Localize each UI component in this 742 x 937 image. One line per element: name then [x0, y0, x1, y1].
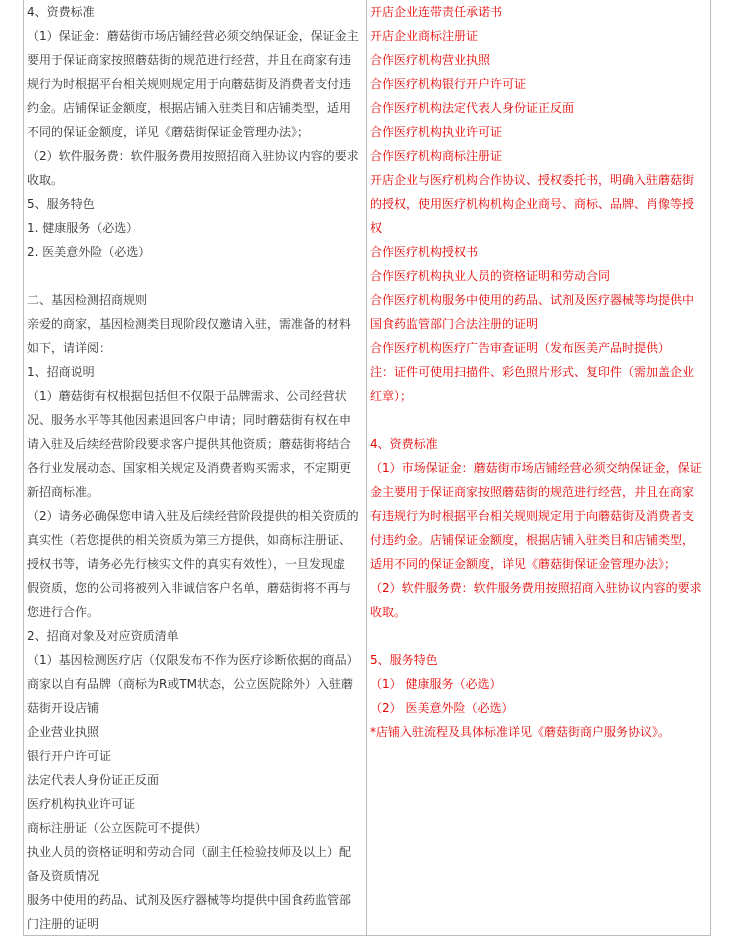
content-table [23, 0, 711, 936]
right-text-line: 付违约金。店铺保证金额度，根据店铺入驻类目和店铺类型， [370, 533, 695, 547]
right-text-line [370, 408, 708, 432]
left-text-line: 您进行合作。 [27, 605, 100, 619]
right-text-line: 合作医疗机构医疗广告审查证明（发布医美产品时提供） [370, 341, 671, 355]
left-text-line: （1）基因检测医疗店（仅限发布不作为医疗诊断依据的商品） [27, 653, 359, 667]
right-text-line: 开店企业商标注册证 [370, 29, 479, 43]
right-text-line: 合作医疗机构营业执照 [370, 53, 491, 67]
right-text-line: 国食药监管部门合法注册的证明 [370, 317, 539, 331]
column-divider [366, 0, 367, 936]
right-text-line: 合作医疗机构执业人员的资格证明和劳动合同 [370, 269, 611, 283]
left-text-line: 商标注册证（公立医院可不提供） [27, 821, 208, 835]
right-text-line: （2） 医美意外险（必选） [370, 701, 514, 715]
right-text-line: 适用不同的保证金额度，详见《蘑菇街保证金管理办法》； [370, 557, 677, 571]
right-text-line: 合作医疗机构商标注册证 [370, 149, 503, 163]
right-text-line: （2）软件服务费：软件服务费用按照招商入驻协议内容的要求 [370, 581, 702, 595]
right-text-line: 合作医疗机构法定代表人身份证正反面 [370, 101, 575, 115]
left-text-line: 2. 医美意外险（必选） [27, 245, 151, 259]
left-text-line: 企业营业执照 [27, 725, 100, 739]
left-text-line: 授权书等，请务必先行核实文件的真实有效性），一旦发现虚 [27, 557, 346, 571]
right-text-line: 开店企业连带责任承诺书 [370, 5, 503, 19]
left-text-line: 要用于保证商家按照蘑菇街的规范进行经营，并且在商家有违 [27, 53, 352, 67]
right-text-line: *店铺入驻流程及具体标准详见《蘑菇街商户服务协议》。 [370, 725, 671, 739]
right-text-line: 的授权，使用医疗机构机构企业商号、商标、品牌、肖像等授 [370, 197, 695, 211]
left-text-line: 银行开户许可证 [27, 749, 112, 763]
left-text-line: （1）保证金：蘑菇街市场店铺经营必须交纳保证金，保证金主 [27, 29, 359, 43]
left-text-line: 新招商标准。 [27, 485, 100, 499]
left-text-line: 收取。 [27, 173, 64, 187]
right-text-line [370, 624, 708, 648]
left-text-line: 况、服务水平等其他因素退回客户申请；同时蘑菇街有权在申 [27, 413, 352, 427]
left-column [27, 0, 365, 936]
right-text-line: 合作医疗机构服务中使用的药品、试剂及医疗器械等均提供中 [370, 293, 695, 307]
left-text-line: 二、基因检测招商规则 [27, 293, 148, 307]
right-text-line: 红章）； [370, 389, 413, 403]
right-column [370, 0, 708, 744]
left-text-line: 服务中使用的药品、试剂及医疗器械等均提供中国食药监管部 [27, 893, 352, 907]
left-text-line: 商家以自有品牌（商标为R或TM状态，公立医院除外）入驻蘑 [27, 677, 354, 691]
left-text-line: 备及资质情况 [27, 869, 100, 883]
right-text-line: 合作医疗机构授权书 [370, 245, 479, 259]
left-text-line: 规行为时根据平台相关规则规定用于向蘑菇街及消费者支付违 [27, 77, 352, 91]
right-text-line: 4、资费标准 [370, 437, 438, 451]
left-text-line: （2）软件服务费：软件服务费用按照招商入驻协议内容的要求 [27, 149, 359, 163]
right-text-line: 金主要用于保证商家按照蘑菇街的规范进行经营，并且在商家 [370, 485, 695, 499]
left-text-line: 执业人员的资格证明和劳动合同（副主任检验技师及以上）配 [27, 845, 352, 859]
left-text-line: 4、资费标准 [27, 5, 95, 19]
left-text-line: （2）请务必确保您申请入驻及后续经营阶段提供的相关资质的 [27, 509, 359, 523]
right-text-line: 有违规行为时根据平台相关规则规定用于向蘑菇街及消费者支 [370, 509, 695, 523]
left-text-line: 5、服务特色 [27, 197, 95, 211]
right-text-line: 合作医疗机构银行开户许可证 [370, 77, 527, 91]
right-text-line: 合作医疗机构执业许可证 [370, 125, 503, 139]
left-text-line: 请入驻及后续经营阶段要求客户提供其他资质；蘑菇街将结合 [27, 437, 352, 451]
right-text-line: （1）市场保证金：蘑菇街市场店铺经营必须交纳保证金，保证 [370, 461, 702, 475]
left-text-line: 约金。店铺保证金额度，根据店铺入驻类目和店铺类型，适用 [27, 101, 352, 115]
left-text-line: 真实性（若您提供的相关资质为第三方提供，如商标注册证、 [27, 533, 352, 547]
left-text-line: 如下，请详阅： [27, 341, 112, 355]
left-text-line: 门注册的证明 [27, 917, 100, 931]
left-text-line: 1、招商说明 [27, 365, 95, 379]
left-text-line: 各行业发展动态、国家相关规定及消费者购买需求，不定期更 [27, 461, 352, 475]
left-text-line [27, 264, 365, 288]
right-text-line: 5、服务特色 [370, 653, 438, 667]
right-text-line: 开店企业与医疗机构合作协议、授权委托书，明确入驻蘑菇街 [370, 173, 695, 187]
left-text-line: 菇街开设店铺 [27, 701, 100, 715]
right-text-line: 权 [370, 221, 383, 235]
left-text-line: 医疗机构执业许可证 [27, 797, 136, 811]
left-text-line: 亲爱的商家，基因检测类目现阶段仅邀请入驻，需准备的材料 [27, 317, 352, 331]
left-text-line: （1）蘑菇街有权根据包括但不仅限于品牌需求、公司经营状 [27, 389, 347, 403]
left-text-line: 假资质，您的公司将被列入非诚信客户名单，蘑菇街将不再与 [27, 581, 352, 595]
right-text-line: 注：证件可使用扫描件、彩色照片形式、复印件（需加盖企业 [370, 365, 695, 379]
left-text-line: 1. 健康服务（必选） [27, 221, 139, 235]
left-text-line: 法定代表人身份证正反面 [27, 773, 160, 787]
right-text-line: 收取。 [370, 605, 407, 619]
left-text-line: 2、招商对象及对应资质清单 [27, 629, 179, 643]
right-text-line: （1） 健康服务（必选） [370, 677, 502, 691]
left-text-line: 不同的保证金额度，详见《蘑菇街保证金管理办法》； [27, 125, 310, 139]
